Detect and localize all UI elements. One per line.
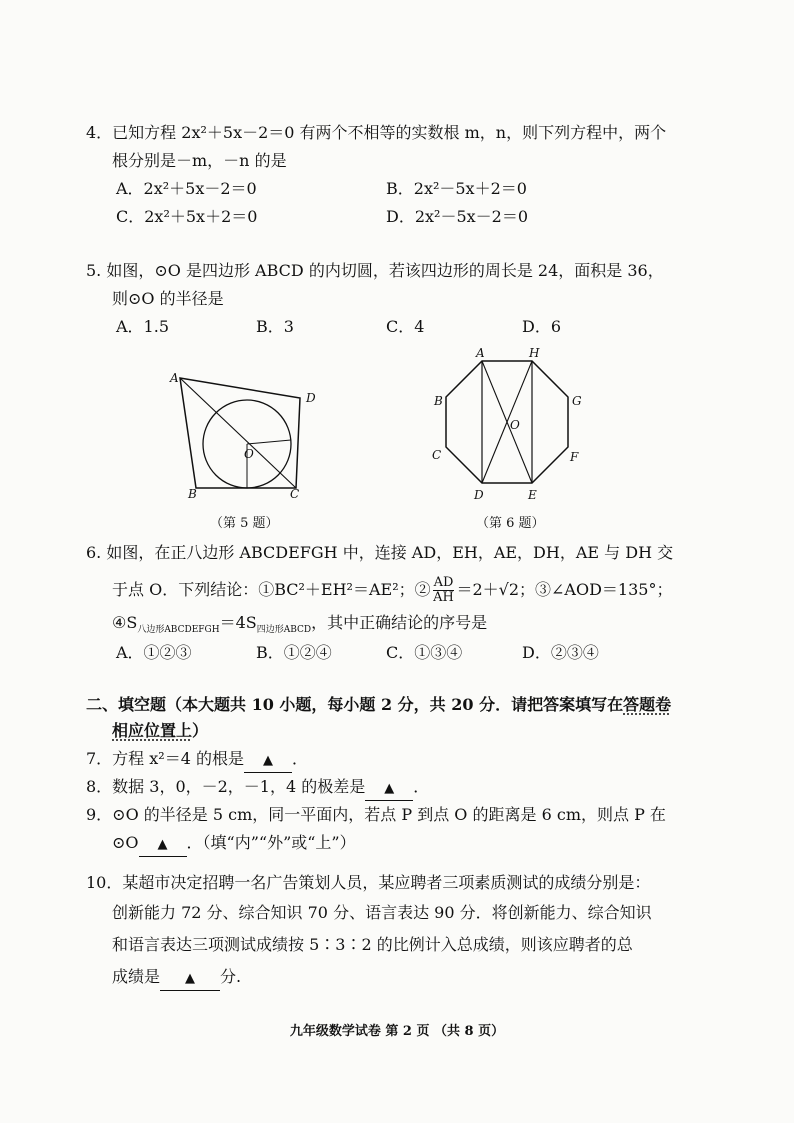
q10-line1: 10．某超市决定招聘一名广告策划人员，某应聘者三项素质测试的成绩分别是： [86, 873, 651, 892]
fig5-label-c: C [290, 487, 300, 501]
q6-line3-text-c: ，其中正确结论的序号是 [311, 613, 488, 632]
q5-option-a: A．1.5 [116, 317, 170, 336]
q6-fraction-numerator: AD [433, 575, 454, 590]
fig6-label-b: B [434, 394, 443, 408]
q8-text: 8．数据 3，0，－2，－1，4 的极差是 [86, 777, 366, 796]
section-2-heading-line1 [86, 694, 671, 716]
q6-option-d: D．②③④ [522, 643, 599, 662]
q8-answer-blank [365, 776, 413, 801]
fig6-label-d: D [474, 488, 484, 502]
q10-end: 分. [220, 967, 242, 986]
q6-subscript-quad: 四边形ABCD [256, 625, 312, 636]
q6-line2-text-b: ＝2＋√2；③∠AOD＝135°； [456, 580, 673, 599]
blank-triangle-icon: ▲ [262, 753, 273, 768]
q6-subscript-octagon: 八边形ABCDEFGH [137, 625, 220, 636]
q10-line4 [112, 966, 241, 991]
q6-stem-line1: 6. 如图，在正八边形 ABCDEFGH 中，连接 AD，EH，AE，DH，AE 与 DH 交 [86, 543, 674, 562]
q9-line1: 9．⊙O 的半径是 5 cm，同一平面内，若点 P 到点 O 的距离是 6 cm，则点 P 在 [86, 805, 666, 824]
q6-line3-text-b: ＝4S [219, 613, 257, 632]
q8-end: ． [413, 777, 430, 796]
figure-5-caption: （第 5 题） [210, 516, 279, 531]
q7-answer-blank [244, 748, 292, 773]
fig6-label-a: A [476, 346, 485, 360]
q6-option-a: A．①②③ [116, 643, 192, 662]
q6-fraction-denominator: AH [433, 590, 454, 605]
q4-option-b: B．2x²－5x＋2＝0 [386, 179, 527, 198]
q9-line2 [112, 832, 356, 857]
q6-option-b: B．①②④ [256, 643, 332, 662]
blank-triangle-icon: ▲ [384, 781, 395, 796]
q6-stem-line3 [112, 612, 487, 641]
fig6-label-o: O [510, 418, 520, 432]
fig6-label-g: G [572, 394, 582, 408]
q7 [86, 748, 308, 773]
q7-text: 7．方程 x²＝4 的根是 [86, 749, 244, 768]
q9-answer-blank [139, 832, 187, 857]
figure-5-quadrilateral-incircle [160, 362, 330, 502]
fig6-label-e: E [528, 488, 537, 502]
q6-line2-text-a: 于点 O．下列结论：①BC²＋EH²＝AE²；② [112, 580, 431, 599]
section-2-heading-text: 二、填空题（本大题共 10 小题，每小题 2 分，共 20 分．请把答案填写在 [86, 695, 624, 714]
fig5-label-o: O [244, 447, 254, 461]
q6-fraction [433, 576, 455, 605]
q4-option-c: C．2x²＋5x＋2＝0 [116, 207, 258, 226]
blank-triangle-icon: ▲ [185, 971, 196, 986]
figure-6-octagon [424, 345, 594, 505]
q9-text: ⊙O [112, 833, 139, 852]
q4-option-a: A．2x²＋5x－2＝0 [116, 179, 257, 198]
q6-option-c: C．①③④ [386, 643, 463, 662]
q10-line3: 和语言表达三项测试成绩按 5∶3∶2 的比例计入总成绩，则该应聘者的总 [112, 935, 633, 954]
section-2-heading-line2 [112, 720, 208, 742]
fig6-label-c: C [432, 448, 442, 462]
q8 [86, 776, 429, 801]
q6-stem-line2 [112, 576, 672, 605]
q7-end: ． [291, 749, 308, 768]
figure-6-caption: （第 6 题） [476, 516, 545, 531]
q9-end: ．（填“内”“外”或“上”） [186, 833, 356, 852]
q5-stem-line2: 则⊙O 的半径是 [112, 289, 224, 308]
q5-option-c: C．4 [386, 317, 425, 336]
q10-line2: 创新能力 72 分、综合知识 70 分、语言表达 90 分．将创新能力、综合知识 [112, 903, 652, 922]
q4-option-d: D．2x²－5x－2＝0 [386, 207, 529, 226]
section-2-heading-emphasis-2: 相应位置上 [112, 721, 193, 740]
blank-triangle-icon: ▲ [157, 837, 168, 852]
q5-stem-line1: 5. 如图，⊙O 是四边形 ABCD 的内切圆，若该四边形的周长是 24，面积是 36， [86, 261, 664, 280]
q10-text: 成绩是 [112, 967, 161, 986]
page-footer: 九年级数学试卷 第 2 页 （共 8 页） [289, 1024, 505, 1039]
fig5-label-a: A [170, 371, 179, 385]
fig6-label-h: H [529, 346, 540, 360]
q5-option-d: D．6 [522, 317, 562, 336]
q4-stem-line1: 4．已知方程 2x²＋5x－2＝0 有两个不相等的实数根 m，n，则下列方程中，两个 [86, 123, 667, 142]
q6-line3-text-a: ④S [112, 613, 138, 632]
fig6-label-f: F [570, 450, 579, 464]
q10-answer-blank [160, 966, 220, 991]
section-2-heading-emphasis: 答题卷 [623, 695, 672, 714]
section-2-heading-close: ） [192, 721, 209, 740]
q5-option-b: B．3 [256, 317, 294, 336]
fig5-label-b: B [188, 487, 197, 501]
q4-stem-line2: 根分别是－m，－n 的是 [112, 151, 287, 170]
fig5-label-d: D [306, 391, 316, 405]
